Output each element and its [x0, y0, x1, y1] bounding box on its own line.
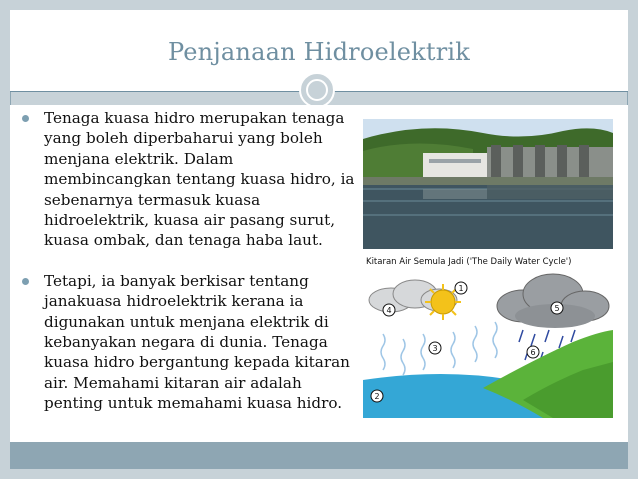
cycle-label: 2 [374, 392, 380, 401]
ring-inner [306, 79, 328, 101]
footer-bar [10, 442, 628, 469]
cycle-label: 3 [432, 344, 438, 353]
bullet-list [18, 108, 363, 434]
cycle-label: 4 [386, 306, 392, 315]
water-cycle-svg [363, 250, 613, 418]
bullet-item [18, 108, 363, 251]
water-cycle-caption: Kitaran Air Semula Jadi ('The Daily Water Cycle') [366, 257, 572, 267]
water-cycle-diagram [363, 250, 613, 418]
bullet-text: Tetapi, ia banyak berkisar tentang janakuasa hidroelektrik kerana ia digunakan untuk menjana elektrik di kebanyakan negara di dunia. Tenaga kuasa hidro bergantung kepada kitaran air. Memahami kitaran air adalah penting untuk memahami kuasa hidro. [44, 271, 350, 413]
ring-icon [299, 72, 335, 108]
dam-photo [363, 119, 613, 249]
slide-title: Penjanaan Hidroelektrik [167, 38, 471, 66]
dot-icon [22, 115, 29, 122]
cycle-label: 5 [554, 304, 560, 313]
cycle-label: 6 [530, 348, 536, 357]
bullet-text: Tenaga kuasa hidro merupakan tenaga yang boleh diperbaharui yang boleh menjana elektrik. Dalam membincangkan tentang kuasa hidro, ia sebenarnya termasuk kuasa hidroelektrik, kuasa air pasang surut, kuasa ombak, dan tenaga haba laut. [44, 109, 355, 250]
dam-photo-svg [363, 119, 613, 249]
bullet-item [18, 271, 363, 414]
cycle-label: 1 [458, 284, 464, 293]
dot-icon [22, 278, 29, 285]
